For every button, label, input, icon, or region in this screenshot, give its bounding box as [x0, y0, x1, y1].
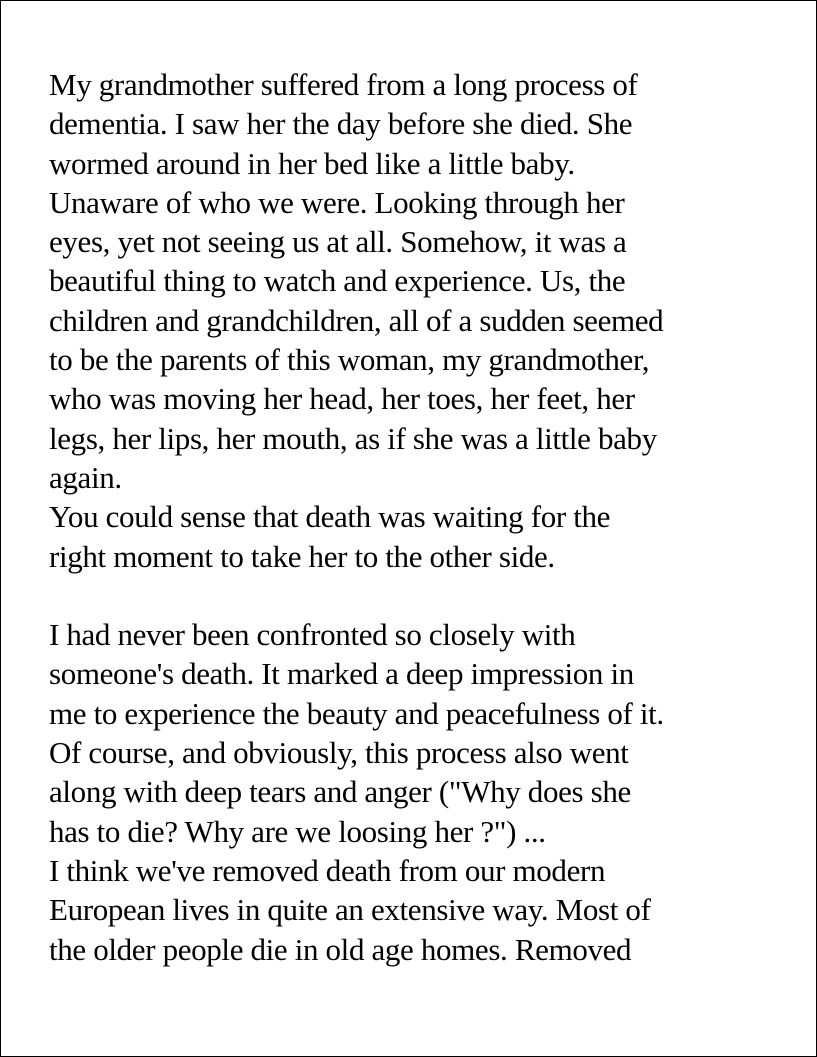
document-body: [49, 65, 789, 969]
text-line: I think we've removed death from our modern: [49, 852, 606, 888]
text-line: My grandmother suffered from a long process of: [49, 67, 638, 102]
text-line: I had never been confronted so closely with: [49, 617, 576, 653]
text-line: me to experience the beauty and peacefulness of it.: [49, 695, 664, 731]
text-line: along with deep tears and anger ("Why does she: [49, 774, 631, 810]
paragraph-break: [49, 576, 789, 615]
text-line: dementia. I saw her the day before she died. She: [49, 106, 633, 142]
text-line: eyes, yet not seeing us at all. Somehow, it was a: [49, 224, 627, 260]
text-line: wormed around in her bed like a little baby.: [49, 145, 575, 181]
text-line: Of course, and obviously, this process also went: [49, 735, 629, 771]
text-line: beautiful thing to watch and experience. Us, the: [49, 263, 626, 299]
text-line: You could sense that death was waiting for the: [49, 499, 611, 535]
text-line: the older people die in old age homes. Removed: [49, 931, 632, 967]
text-line: right moment to take her to the other side.: [49, 538, 555, 574]
text-line: European lives in quite an extensive way. Most of: [49, 892, 651, 928]
text-line: legs, her lips, her mouth, as if she was a little baby: [49, 420, 657, 456]
text-line: someone's death. It marked a deep impression in: [49, 656, 634, 692]
text-line: who was moving her head, her toes, her feet, her: [49, 381, 635, 417]
text-line: has to die? Why are we loosing her ?") ...: [49, 813, 546, 849]
text-line: again.: [49, 459, 122, 495]
text-line: to be the parents of this woman, my grandmother,: [49, 342, 650, 378]
text-line: children and grandchildren, all of a sudden seemed: [49, 302, 664, 338]
text-line: Unaware of who we were. Looking through her: [49, 184, 625, 220]
